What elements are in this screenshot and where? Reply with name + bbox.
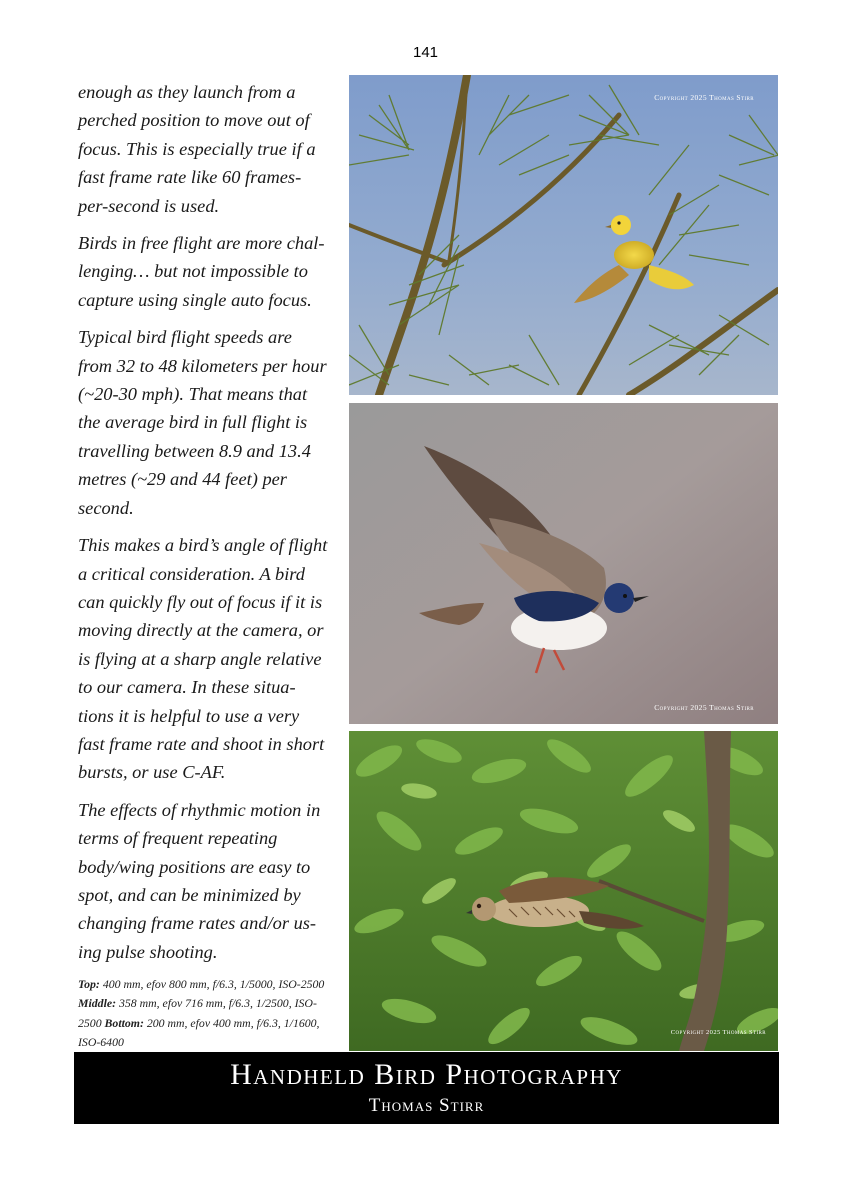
photo-caption (78, 975, 328, 1053)
footer-banner (74, 1052, 779, 1124)
paragraph-2: Birds in free flight are more chal-lenging… but not impossible to capture using single auto focus. (78, 233, 325, 310)
photo-tree-swallow (349, 403, 778, 724)
book-title: Handheld Bird Photography (230, 1058, 623, 1091)
yellow-warbler-image (349, 75, 778, 395)
copyright-top: Copyright 2025 Thomas Stirr (654, 93, 754, 102)
hawk-image (349, 731, 778, 1051)
paragraph-3: Typical bird flight speeds are from 32 to 48 kilometers per hour (~20-30 mph). That means that the average bird in full flight is travelling between 8.9 and 13.4 metres (~29 and 44 feet) per second. (78, 327, 327, 518)
copyright-middle: Copyright 2025 Thomas Stirr (654, 703, 754, 712)
page-number: 141 (412, 44, 439, 61)
caption-top-text: 400 mm, efov 800 mm, f/6.3, 1/5000, ISO-2500 (102, 977, 325, 991)
photo-hawk-foliage (349, 731, 778, 1051)
copyright-bottom: Copyright 2025 Thomas Stirr (670, 1029, 766, 1036)
body-text (78, 78, 328, 975)
paragraph-1: enough as they launch from a perched position to move out of focus. This is especially true if a fast frame rate like 60 frames-per-second is used. (78, 82, 316, 216)
caption-bottom-text: 200 mm, efov 400 mm, f/6.3, 1/1600, ISO-6400 (78, 1015, 320, 1050)
caption-middle-label: Middle: (78, 996, 117, 1011)
book-author: Thomas Stirr (368, 1095, 485, 1116)
tree-swallow-image (349, 403, 778, 724)
caption-bottom-label: Bottom: (104, 1015, 144, 1030)
caption-middle-text: 358 mm, efov 716 mm, f/6.3, 1/2500, ISO-2500 (78, 996, 317, 1030)
caption-top-label: Top: (78, 977, 100, 991)
photo-yellow-warbler (349, 75, 778, 395)
paragraph-5: The effects of rhythmic motion in terms of frequent repeating body/wing positions are easy to spot, and can be minimized by changing frame rates and/or us-ing pulse shooting. (78, 799, 321, 962)
paragraph-4: This makes a bird’s angle of flight a critical consideration. A bird can quickly fly out of focus if it is moving directly at the camera, or is flying at a sharp angle relative to our camera. In these situa-tions it is helpful to use a very fast frame rate and shoot in short bursts, or use C-AF. (78, 535, 328, 783)
